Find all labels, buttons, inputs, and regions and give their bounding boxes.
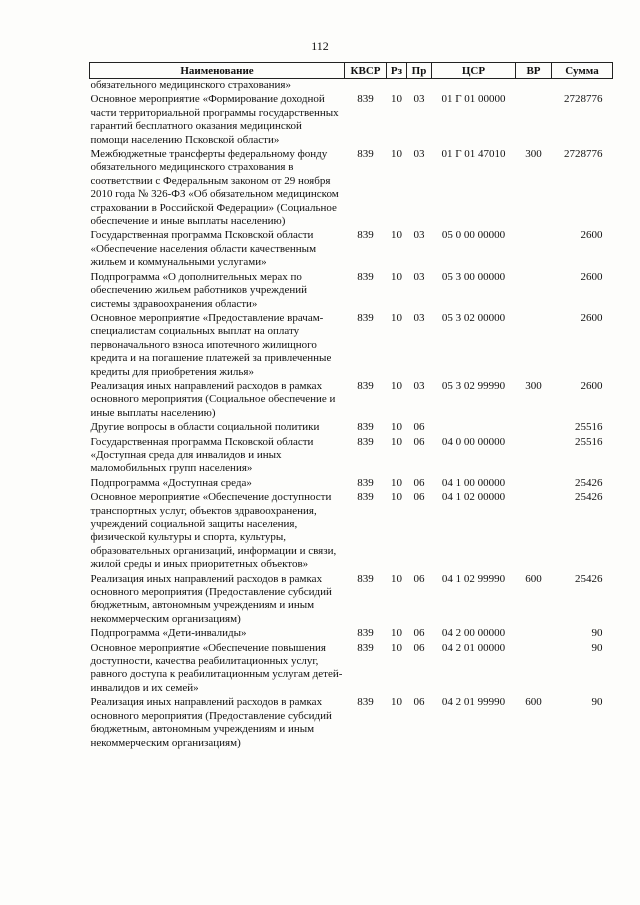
row-name: Реализация иных направлений расходов в рамках основного мероприятия (Предоставление субсидий бюджетным, автономным учреждениям и иным некоммерческим организациям) bbox=[90, 572, 332, 625]
row-kvsr bbox=[345, 79, 387, 94]
row-vr: 600 bbox=[525, 696, 542, 709]
row-kvsr: 839 bbox=[357, 572, 374, 585]
row-csr: 05 3 00 00000 bbox=[441, 270, 506, 283]
row-kvsr: 839 bbox=[357, 641, 374, 654]
row-sum: 25426 bbox=[575, 572, 603, 585]
row-kvsr: 839 bbox=[357, 379, 374, 392]
table-header-row bbox=[90, 63, 613, 79]
table-row bbox=[90, 627, 613, 641]
row-name: Государственная программа Псковской области «Доступная среда для инвалидов и иных маломобильных групп населения» bbox=[90, 435, 314, 475]
header-csr: ЦСР bbox=[432, 63, 516, 79]
row-pr: 03 bbox=[413, 148, 425, 161]
row-pr: 06 bbox=[413, 696, 425, 709]
row-kvsr: 839 bbox=[357, 148, 374, 161]
row-name: Основное мероприятие «Формирование доходной части территориальной программы государственных гарантий бесплатного оказания медицинской помощи населению Псковской области» bbox=[90, 93, 339, 146]
row-kvsr: 839 bbox=[357, 696, 374, 709]
row-rz: 10 bbox=[391, 148, 402, 161]
row-name: Основное мероприятие «Обеспечение доступности транспортных услуг, объектов здравоохранения, учреждений социальной защиты населения, физической культуры и спорта, культуры, образовательных организаций, информации и связи, жилой среды и иных приоритетных объектов» bbox=[90, 491, 337, 571]
row-sum: 25426 bbox=[575, 491, 603, 504]
row-name: Государственная программа Псковской области «Обеспечение населения области качественным жильем и коммунальными услугами» bbox=[90, 229, 317, 269]
table-row bbox=[90, 312, 613, 380]
row-pr: 06 bbox=[413, 435, 425, 448]
row-sum: 90 bbox=[591, 696, 603, 709]
row-csr: 04 1 00 00000 bbox=[441, 476, 506, 489]
row-rz: 10 bbox=[391, 270, 402, 283]
row-rz: 10 bbox=[391, 229, 402, 242]
row-pr: 06 bbox=[413, 491, 425, 504]
row-csr: 04 2 01 99990 bbox=[441, 696, 506, 709]
row-vr bbox=[516, 642, 552, 697]
row-csr: 01 Г 01 47010 bbox=[441, 148, 506, 161]
row-kvsr: 839 bbox=[357, 435, 374, 448]
row-rz: 10 bbox=[391, 572, 402, 585]
row-vr bbox=[516, 312, 552, 380]
row-vr bbox=[516, 477, 552, 491]
row-name: Подпрограмма «Доступная среда» bbox=[90, 476, 252, 489]
row-rz: 10 bbox=[391, 491, 402, 504]
table-row bbox=[90, 421, 613, 435]
row-pr: 06 bbox=[413, 421, 425, 434]
row-rz: 10 bbox=[391, 93, 402, 106]
row-name: Основное мероприятие «Предоставление врачам-специалистам социальных выплат на оплату первоначального взноса ипотечного жилищного кредита и на погашение платежей за привлеченные кредиты для приобретения жилья» bbox=[90, 311, 332, 378]
row-vr bbox=[516, 491, 552, 572]
row-rz bbox=[387, 79, 407, 94]
row-pr: 03 bbox=[413, 270, 425, 283]
row-vr: 300 bbox=[525, 379, 542, 392]
row-vr bbox=[516, 79, 552, 94]
row-name: Реализация иных направлений расходов в рамках основного мероприятия (Социальное обеспечение и иные выплаты населению) bbox=[90, 379, 336, 419]
table-row bbox=[90, 271, 613, 312]
page-number: 112 bbox=[311, 39, 329, 53]
row-pr bbox=[407, 79, 432, 94]
row-csr bbox=[432, 79, 516, 94]
row-rz: 10 bbox=[391, 476, 402, 489]
row-sum bbox=[552, 79, 613, 94]
row-sum: 2600 bbox=[580, 311, 603, 324]
row-sum: 90 bbox=[591, 627, 603, 640]
row-sum: 90 bbox=[591, 641, 603, 654]
row-sum: 25516 bbox=[575, 435, 603, 448]
table-row bbox=[90, 148, 613, 229]
table-row bbox=[90, 477, 613, 491]
row-csr: 04 2 00 00000 bbox=[441, 627, 506, 640]
row-csr: 04 1 02 99990 bbox=[441, 572, 506, 585]
row-csr: 05 0 00 00000 bbox=[441, 229, 506, 242]
row-csr: 01 Г 01 00000 bbox=[441, 93, 506, 106]
row-vr bbox=[516, 627, 552, 641]
row-sum: 2600 bbox=[580, 229, 603, 242]
row-pr: 06 bbox=[413, 627, 425, 640]
row-name: Подпрограмма «О дополнительных мерах по обеспечению жильем работников учреждений системы здравоохранения области» bbox=[90, 270, 308, 310]
row-rz: 10 bbox=[391, 641, 402, 654]
row-kvsr: 839 bbox=[357, 476, 374, 489]
row-vr: 600 bbox=[525, 572, 542, 585]
row-rz: 10 bbox=[391, 435, 402, 448]
row-csr: 04 0 00 00000 bbox=[441, 435, 506, 448]
row-pr: 03 bbox=[413, 93, 425, 106]
row-vr: 300 bbox=[525, 148, 542, 161]
row-kvsr: 839 bbox=[357, 93, 374, 106]
table-row bbox=[90, 380, 613, 421]
table-row bbox=[90, 696, 613, 751]
budget-table bbox=[89, 62, 613, 751]
table-body bbox=[90, 79, 613, 751]
row-vr bbox=[516, 93, 552, 148]
row-vr bbox=[516, 271, 552, 312]
row-pr: 03 bbox=[413, 229, 425, 242]
table-row bbox=[90, 93, 613, 148]
row-vr bbox=[516, 229, 552, 270]
row-name: Реализация иных направлений расходов в рамках основного мероприятия (Предоставление субсидий бюджетным, автономным учреждениям и иным некоммерческим организациям) bbox=[90, 696, 332, 749]
row-csr: 04 1 02 00000 bbox=[441, 491, 506, 504]
table-row bbox=[90, 79, 613, 94]
row-kvsr: 839 bbox=[357, 311, 374, 324]
row-csr: 05 3 02 00000 bbox=[441, 311, 506, 324]
header-sum: Сумма bbox=[552, 63, 613, 79]
table-row bbox=[90, 642, 613, 697]
row-kvsr: 839 bbox=[357, 627, 374, 640]
row-rz: 10 bbox=[391, 627, 402, 640]
row-kvsr: 839 bbox=[357, 270, 374, 283]
row-pr: 06 bbox=[413, 476, 425, 489]
row-csr: 04 2 01 00000 bbox=[441, 641, 506, 654]
row-kvsr: 839 bbox=[357, 421, 374, 434]
row-csr bbox=[432, 421, 516, 435]
row-name: обязательного медицинского страхования» bbox=[90, 79, 291, 91]
header-pr: Пр bbox=[407, 63, 432, 79]
header-vr: ВР bbox=[516, 63, 552, 79]
row-name: Основное мероприятие «Обеспечение повышения доступности, качества реабилитационных услуг, равного доступа к реабилитационным услугам детей-инвалидов и их семей» bbox=[90, 641, 343, 694]
row-sum: 2600 bbox=[580, 379, 603, 392]
table-row bbox=[90, 436, 613, 477]
row-name: Межбюджетные трансферты федеральному фонду обязательного медицинского страхования в соответствии с Федеральным законом от 29 ноября 2010 года № 326-ФЗ «Об обязательном медицинском страховании в Российской Федерации» (Социальное обеспечение и иные выплаты населению) bbox=[90, 148, 339, 228]
table-row bbox=[90, 573, 613, 628]
header-kvsr: КВСР bbox=[345, 63, 387, 79]
row-sum: 25426 bbox=[575, 476, 603, 489]
row-sum: 2728776 bbox=[564, 148, 603, 161]
row-vr bbox=[516, 421, 552, 435]
row-kvsr: 839 bbox=[357, 229, 374, 242]
row-sum: 2600 bbox=[580, 270, 603, 283]
header-name: Наименование bbox=[90, 63, 345, 79]
row-pr: 06 bbox=[413, 572, 425, 585]
row-rz: 10 bbox=[391, 311, 402, 324]
row-name: Подпрограмма «Дети-инвалиды» bbox=[90, 627, 247, 640]
row-csr: 05 3 02 99990 bbox=[441, 379, 506, 392]
row-rz: 10 bbox=[391, 421, 402, 434]
row-pr: 03 bbox=[413, 379, 425, 392]
row-rz: 10 bbox=[391, 379, 402, 392]
row-rz: 10 bbox=[391, 696, 402, 709]
row-sum: 25516 bbox=[575, 421, 603, 434]
row-vr bbox=[516, 436, 552, 477]
table-row bbox=[90, 491, 613, 572]
row-pr: 06 bbox=[413, 641, 425, 654]
header-rz: Рз bbox=[387, 63, 407, 79]
row-sum: 2728776 bbox=[564, 93, 603, 106]
table-row bbox=[90, 229, 613, 270]
row-name: Другие вопросы в области социальной политики bbox=[90, 421, 320, 434]
row-kvsr: 839 bbox=[357, 491, 374, 504]
row-pr: 03 bbox=[413, 311, 425, 324]
